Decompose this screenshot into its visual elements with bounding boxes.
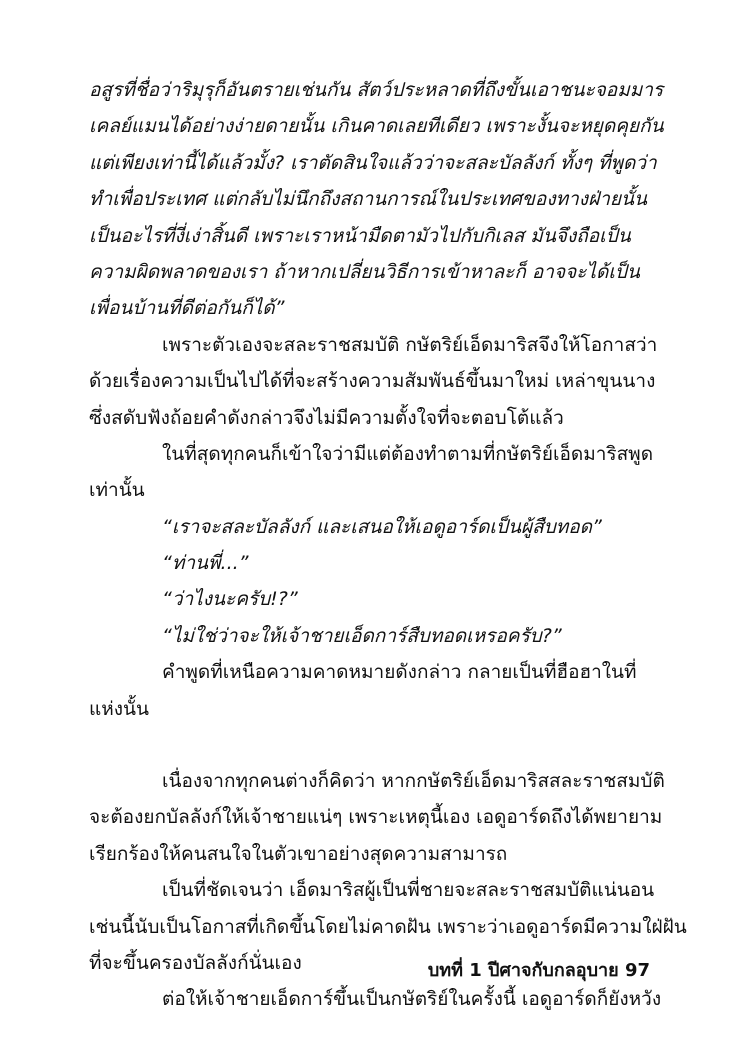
dialogue-line: “ไม่ใช่ว่าจะให้เจ้าชายเอ็ดการ์สืบทอดเหรอครับ?” [162,624,562,647]
text-line: ทำเพื่อประเทศ แต่กลับไม่นึกถึงสถานการณ์ในประเทศของทางฝ่ายนั้น [89,188,647,211]
text-line: เพราะตัวเองจะสละราชสมบัติ กษัตริย์เอ็ดมาริสจึงให้โอกาสว่า [162,333,658,356]
text-line: เนื่องจากทุกคนต่างก็คิดว่า หากกษัตริย์เอ็ดมาริสสละราชสมบัติ [162,770,665,793]
text-line: เป็นอะไรที่งี่เง่าสิ้นดี เพราะเราหน้ามืดตามัวไปกับกิเลส มันจึงถือเป็น [89,224,631,247]
section-gap [89,727,651,763]
text-line: ในที่สุดทุกคนก็เข้าใจว่ามีแต่ต้องทำตามที่กษัตริย์เอ็ดมาริสพูด [162,442,654,465]
text-line: ต่อให้เจ้าชายเอ็ดการ์ขึ้นเป็นกษัตริย์ในครั้งนี้ เอดูอาร์ดก็ยังหวัง [162,988,662,1011]
text-line: ด้วยเรื่องความเป็นไปได้ที่จะสร้างความสัมพันธ์ขึ้นมาใหม่ เหล่าขุนนาง [89,370,656,393]
text-line: แต่เพียงเท่านี้ได้แล้วมั้ง? เราตัดสินใจแล้วว่าจะสละบัลลังก์ ทั้งๆ ที่พูดว่า [89,151,657,174]
text-line: เท่านั้น [89,479,145,502]
text-line: เป็นที่ชัดเจนว่า เอ็ดมาริสผู้เป็นพี่ชายจะสละราชสมบัติแน่นอน [162,879,655,902]
dialogue-line: “เราจะสละบัลลังก์ และเสนอให้เอดูอาร์ดเป็นผู้สืบทอด” [162,515,602,538]
text-line: เพื่อนบ้านที่ดีต่อกันก็ได้” [89,297,285,320]
text-line: แห่งนั้น [89,697,150,720]
body-text [89,72,687,1018]
text-line: จะต้องยกบัลลังก์ให้เจ้าชายแน่ๆ เพราะเหตุนี้เอง เอดูอาร์ดถึงได้พยายาม [89,806,663,829]
text-line: ที่จะขึ้นครองบัลลังก์นั่นเอง [89,951,302,974]
text-line: เช่นนี้นับเป็นโอกาสที่เกิดขึ้นโดยไม่คาดฝัน เพราะว่าเอดูอาร์ดมีความใฝ่ฝัน [89,915,687,938]
dialogue-line: “ท่านพี่...” [162,552,249,575]
text-line: ความผิดพลาดของเรา ถ้าหากเปลี่ยนวิธีการเข้าหาละก็ อาจจะได้เป็น [89,260,640,283]
text-line: ซึ่งสดับฟังถ้อยคำดังกล่าวจึงไม่มีความตั้งใจที่จะตอบโต้แล้ว [89,406,564,429]
text-line: อสูรที่ชื่อว่าริมุรุก็อันตรายเช่นกัน สัตว์ประหลาดที่ถึงขั้นเอาชนะจอมมาร [89,79,664,101]
text-line: คำพูดที่เหนือความคาดหมายดังกล่าว กลายเป็นที่ฮือฮาในที่ [162,661,637,684]
dialogue-line: “ว่าไงนะครับ!?” [162,588,298,611]
text-line: เรียกร้องให้คนสนใจในตัวเขาอย่างสุดความสามารถ [89,842,508,865]
text-line: เคลย์แมนได้อย่างง่ายดายนั้น เกินคาดเลยทีเดียว เพราะงั้นจะหยุดคุยกัน [89,115,664,138]
page-footer: บทที่ 1 ปีศาจกับกลอุบาย 97 [427,960,650,981]
